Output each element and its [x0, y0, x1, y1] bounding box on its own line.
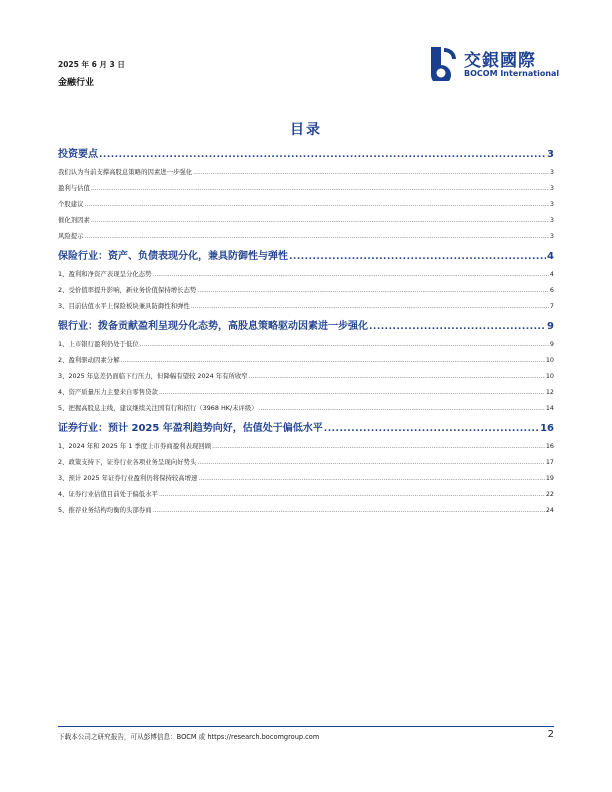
toc-section-heading[interactable] — [58, 138, 554, 160]
toc-page-number: 3 — [549, 200, 554, 208]
toc-leader-dots — [369, 322, 546, 332]
toc-leader-dots — [99, 150, 546, 160]
toc-page-number: 19 — [545, 474, 554, 482]
toc-leader-dots — [198, 475, 544, 482]
report-date: 2025 年 6 月 3 日 — [58, 60, 125, 69]
toc-page-number: 10 — [545, 356, 554, 364]
toc-entry[interactable] — [58, 192, 554, 208]
toc-section-heading[interactable] — [58, 240, 554, 262]
toc-page-number: 17 — [545, 458, 554, 466]
toc-entry-label: 5、推荐业务结构均衡的头部券商 — [58, 506, 152, 514]
toc-entry-label: 3、2025 年息差仍面临下行压力，但降幅有望较 2024 年有所收窄 — [58, 372, 248, 380]
toc-page-number: 14 — [545, 404, 554, 412]
toc-entry[interactable] — [58, 482, 554, 498]
toc-leader-dots — [153, 271, 549, 278]
toc-entry-label: 2、政策支持下，证券行业各项业务呈现向好势头 — [58, 458, 197, 466]
toc-leader-dots — [121, 357, 545, 364]
toc-entry[interactable] — [58, 348, 554, 364]
logo-chinese-name: 交銀國際 — [464, 51, 536, 71]
toc-leader-dots — [249, 373, 545, 380]
toc-page-number: 16 — [545, 442, 554, 450]
toc-page-number: 3 — [549, 232, 554, 240]
toc-leader-dots — [91, 217, 549, 224]
toc-entry-label: 4、资产质量压力主要来自零售贷款 — [58, 388, 158, 396]
toc-entry[interactable] — [58, 364, 554, 380]
logo-english-name: BOCOM International — [464, 69, 560, 78]
toc-entry[interactable] — [58, 262, 554, 278]
table-of-contents — [58, 138, 554, 514]
toc-leader-dots — [153, 507, 545, 514]
toc-entry-label: 风险提示 — [58, 232, 84, 240]
toc-leader-dots — [140, 341, 549, 348]
toc-entry-label: 1、上市银行盈利仍处于低位 — [58, 340, 139, 348]
toc-leader-dots — [159, 389, 545, 396]
toc-leader-dots — [289, 252, 546, 262]
toc-entry[interactable] — [58, 294, 554, 310]
toc-page-number: 22 — [545, 490, 554, 498]
company-logo — [427, 45, 560, 81]
toc-entry[interactable] — [58, 466, 554, 482]
toc-page-number: 3 — [549, 184, 554, 192]
toc-entry[interactable] — [58, 224, 554, 240]
toc-entry[interactable] — [58, 208, 554, 224]
toc-leader-dots — [197, 287, 549, 294]
toc-entry-label: 3、目前估值水平上保险板块兼具防御性和弹性 — [58, 302, 190, 310]
toc-leader-dots — [259, 405, 545, 412]
toc-entry[interactable] — [58, 498, 554, 514]
toc-page-number: 4 — [547, 251, 554, 262]
toc-entry-label: 3、预计 2025 年证券行业盈利仍将保持较高增速 — [58, 474, 198, 482]
toc-leader-dots — [212, 443, 545, 450]
toc-entry[interactable] — [58, 396, 554, 412]
toc-page-number: 9 — [547, 321, 554, 332]
toc-leader-dots — [85, 233, 549, 240]
toc-page-number: 7 — [549, 302, 554, 310]
toc-leader-dots — [197, 459, 545, 466]
toc-section-heading[interactable] — [58, 310, 554, 332]
toc-entry-label: 个股建议 — [58, 200, 84, 208]
toc-entry-label: 2、盈利驱动因素分解 — [58, 356, 120, 364]
toc-page-number: 9 — [549, 340, 554, 348]
toc-page-number: 3 — [547, 149, 554, 160]
toc-page-number: 3 — [549, 216, 554, 224]
toc-leader-dots — [91, 185, 549, 192]
toc-entry[interactable] — [58, 160, 554, 176]
toc-entry-label: 银行业：拨备贡献盈利呈现分化态势，高股息策略驱动因素进一步强化 — [58, 321, 368, 332]
toc-page-number: 4 — [549, 270, 554, 278]
toc-entry[interactable] — [58, 278, 554, 294]
toc-entry-label: 1、2024 年和 2025 年 1 季度上市券商盈利表现回顾 — [58, 442, 212, 450]
toc-page-number: 6 — [549, 286, 554, 294]
toc-page-number: 24 — [545, 506, 554, 514]
bocom-logo-icon — [427, 45, 461, 81]
toc-entry-label: 我们认为当前支撑高股息策略的因素进一步强化 — [58, 168, 193, 176]
toc-entry[interactable] — [58, 450, 554, 466]
toc-entry[interactable] — [58, 176, 554, 192]
toc-entry[interactable] — [58, 434, 554, 450]
toc-entry-label: 投资要点 — [58, 149, 98, 160]
toc-entry-label: 4、证券行业估值目前处于偏低水平 — [58, 490, 158, 498]
toc-leader-dots — [193, 169, 549, 176]
page-number: 2 — [547, 729, 554, 740]
toc-entry[interactable] — [58, 380, 554, 396]
toc-leader-dots — [85, 201, 549, 208]
toc-leader-dots — [159, 491, 545, 498]
toc-entry-label: 证券行业：预计 2025 年盈利趋势向好，估值处于偏低水平 — [58, 423, 323, 434]
toc-entry-label: 5、把握高股息主线，建议继续关注国有行和招行（3968 HK/未评级） — [58, 404, 258, 412]
sector-label: 金融行业 — [58, 78, 95, 88]
footer-divider — [58, 726, 554, 727]
toc-entry-label: 盈利与估值 — [58, 184, 90, 192]
toc-entry-label: 1、盈利和净资产表现呈分化态势 — [58, 270, 152, 278]
toc-section-heading[interactable] — [58, 412, 554, 434]
page-title: 目录 — [290, 122, 322, 138]
toc-entry-label: 2、受价值率提升影响，新业务价值保持增长态势 — [58, 286, 197, 294]
toc-leader-dots — [191, 303, 549, 310]
toc-entry-label: 保险行业：资产、负债表现分化，兼具防御性与弹性 — [58, 251, 288, 262]
toc-page-number: 16 — [540, 423, 554, 434]
toc-page-number: 3 — [549, 168, 554, 176]
toc-entry[interactable] — [58, 332, 554, 348]
toc-entry-label: 催化剂因素 — [58, 216, 90, 224]
toc-leader-dots — [324, 424, 539, 434]
toc-page-number: 12 — [545, 388, 554, 396]
toc-page-number: 10 — [545, 372, 554, 380]
footer-text: 下载本公司之研究报告，可从彭博信息：BOCM 或 https://research.bocomgroup.com — [58, 733, 320, 741]
